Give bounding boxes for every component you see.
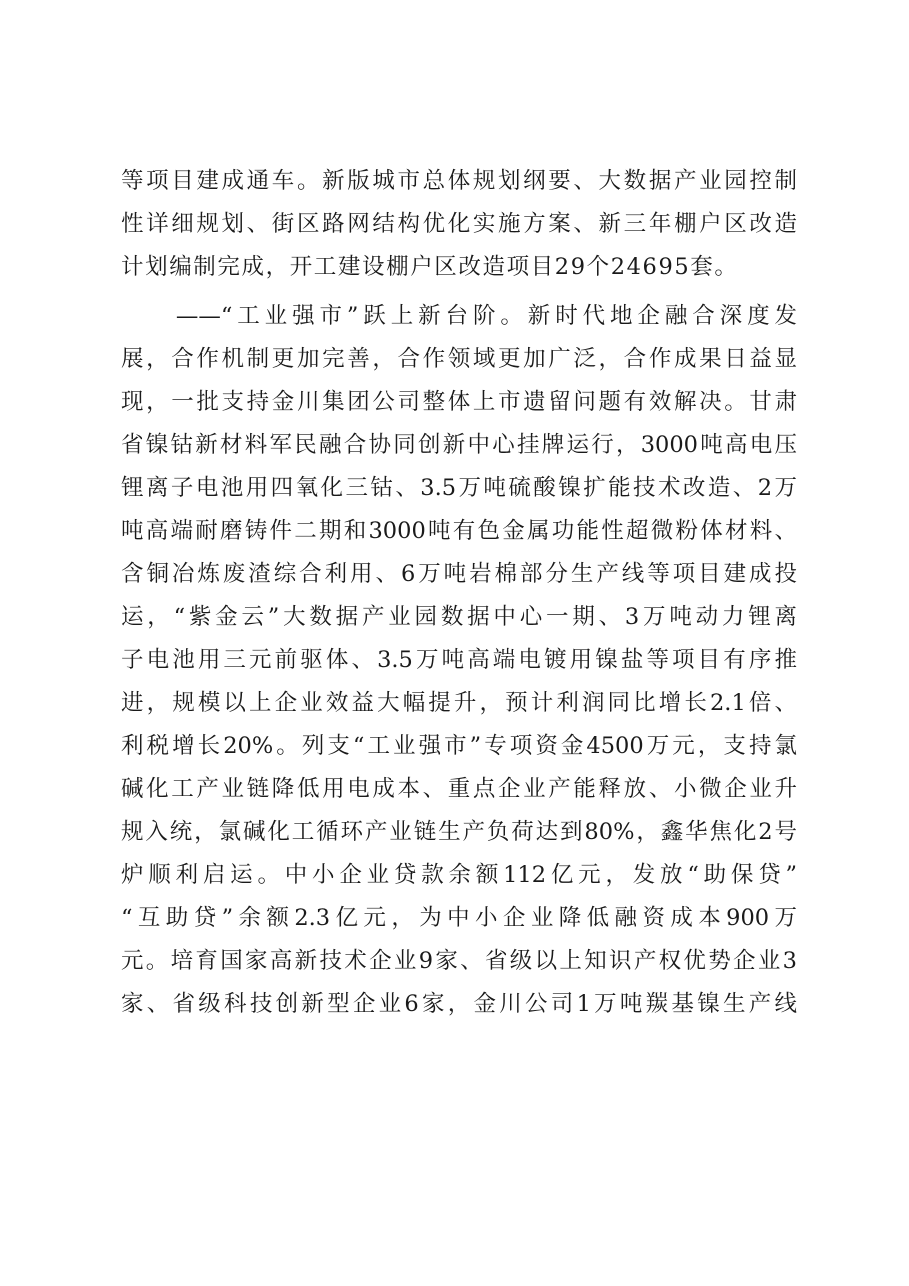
- text-line: 利税增长20%。列支“工业强市”专项资金4500万元，支持氯: [121, 733, 797, 759]
- text-line: 含铜冶炼废渣综合利用、6万吨岩棉部分生产线等项目建成投: [121, 561, 797, 587]
- paragraph-1: [121, 160, 797, 289]
- paragraph-2: [121, 295, 797, 1026]
- text-line: 进，规模以上企业效益大幅提升，预计利润同比增长2.1倍、: [121, 690, 797, 716]
- text-line: 子电池用三元前驱体、3.5万吨高端电镀用镍盐等项目有序推: [121, 647, 797, 673]
- text-line: “互助贷”余额2.3亿元，为中小企业降低融资成本900万: [121, 905, 797, 931]
- text-line: 省镍钴新材料军民融合协同创新中心挂牌运行，3000吨高电压: [121, 432, 797, 458]
- text-line: 展，合作机制更加完善，合作领域更加广泛，合作成果日益显: [121, 346, 797, 372]
- text-line: 运，“紫金云”大数据产业园数据中心一期、3万吨动力锂离: [121, 604, 797, 630]
- text-line: 家、省级科技创新型企业6家，金川公司1万吨羰基镍生产线: [121, 991, 797, 1017]
- text-line: 现，一批支持金川集团公司整体上市遗留问题有效解决。甘肃: [121, 389, 797, 415]
- text-line: ——“工业强市”跃上新台阶。新时代地企融合深度发: [121, 303, 797, 329]
- text-line: 元。培育国家高新技术企业9家、省级以上知识产权优势企业3: [121, 948, 797, 974]
- text-line: 吨高端耐磨铸件二期和3000吨有色金属功能性超微粉体材料、: [121, 518, 797, 544]
- text-line: 锂离子电池用四氧化三钴、3.5万吨硫酸镍扩能技术改造、2万: [121, 475, 797, 501]
- text-line: 计划编制完成，开工建设棚户区改造项目29个24695套。: [121, 254, 739, 280]
- text-line: 等项目建成通车。新版城市总体规划纲要、大数据产业园控制: [121, 168, 797, 194]
- text-line: 规入统，氯碱化工循环产业链生产负荷达到80%，鑫华焦化2号: [121, 819, 797, 845]
- text-line: 炉顺利启运。中小企业贷款余额112亿元，发放“助保贷”: [121, 862, 797, 888]
- body-text: [121, 160, 797, 1026]
- text-line: 性详细规划、街区路网结构优化实施方案、新三年棚户区改造: [121, 211, 797, 237]
- text-line: 碱化工产业链降低用电成本、重点企业产能释放、小微企业升: [121, 776, 797, 802]
